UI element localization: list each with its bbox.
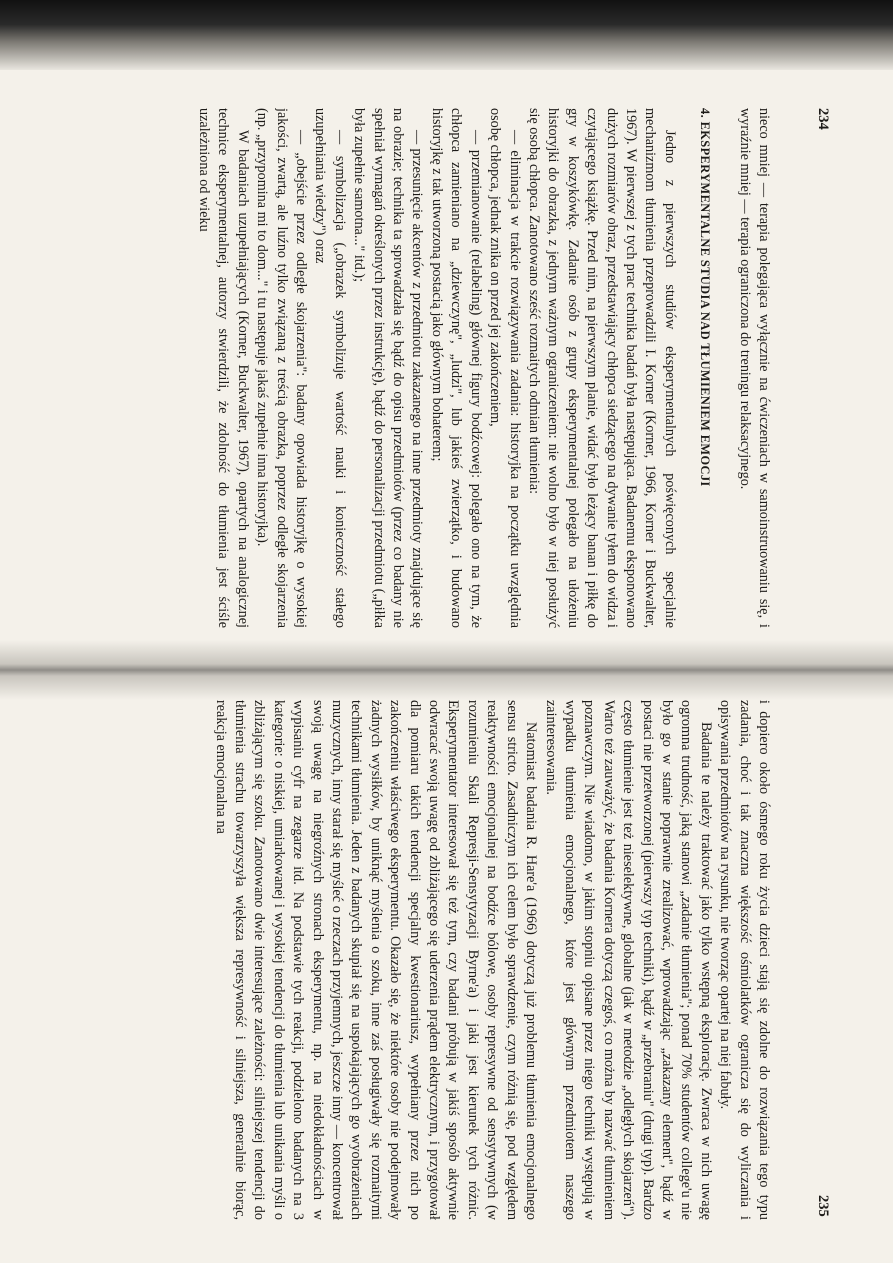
left-intro-paragraph: nieco mniej — terapia polegająca wyłącznie na ćwiczeniach w samoinstruowaniu się, i wyraźnie mniej — terapia ograniczona do treningu relaksacyjnego. xyxy=(736,108,772,628)
left-paragraph: — eliminacja w trakcie rozwiązywania zadania: historyjka na początku uwzględnia osobę chłopca, jednak znika on przed jej zakończeniem, xyxy=(487,108,523,628)
left-page-number: 234 xyxy=(815,108,831,130)
left-paragraph: W badaniach uzupełniających (Korner, Buckwalter, 1967), opartych na analogicznej technice eksperymentalnej, autorzy stwierdzili, że zdolność do tłumienia jest ściśle uzależniona od wieku xyxy=(196,108,251,628)
right-paragraph: i dopiero około ósmego roku życia dzieci stają się zdolne do rozwiązania tego typu zadania, choć i tak znaczna większość ośmiolatków ogranicza się do wyliczania i opisywania przedmiotów na rysunku, nie tworząc opartej na niej fabuły. xyxy=(717,700,772,1220)
left-paragraph: — przemianowanie (relabeling) głównej figury bodźcowej: polegało ono na tym, że chłopca zamieniano na „dziewczynę", „ludzi", lub jakieś zwierzątko, i budowano historyjkę z tak utworzoną postacią jako głównym bohaterem; xyxy=(428,108,484,628)
section-heading: 4. EKSPERYMENTALNE STUDIA NAD TŁUMIENIEM EMOCJI xyxy=(698,108,713,487)
book-fold-shadow xyxy=(0,640,893,700)
right-paragraph: Natomiast badania R. Hare'a (1966) dotyczą już problemu tłumienia emocjonalnego sensu stricto. Zasadniczym ich celem było sprawdzenie, czym różnią się, pod względem reaktywności emocjonalnej na bodźce bólowe, osoby represywne od sensytywnych (w rozumieniu Skali Represji-Sensytyzacji Byrne'a) i jaki jest kierunek tych różnic. Eksperymentator interesował się też tym, czy badani próbują w jakiś sposób aktywnie odwracać swoją uwagę od zbliżającego się uderzenia prądem elektrycznym, i przygotował dla pomiaru takich tendencji specjalny kwestionariusz, wypełniany przez nich po zakończeniu właściwego eksperymentu. Okazało się, że niektóre osoby nie podejmowały żadnych wysiłków, by uniknąć myślenia o szoku, inne zaś posługiwały się rozmaitymi technikami tłumienia. Jeden z badanych skupiał się na uspokajających go wyobrażeniach muzycznych, inny starał się myśleć o rzeczach przyjemnych, jeszcze inny — koncentrował swoją uwagę na niegroźnych stronach eksperymentu, np. na niedokładnościach w wypisaniu cyfr na zegarze itd. Na podstawie tych reakcji, podzielono badanych na 3 kategorie: o niskiej, umiarkowanej i wysokiej tendencji do tłumienia lub unikania myśli o zbliżającym się szoku. Zanotowano dwie interesujące zależności: silniejszej tendencji do tłumienia strachu towarzyszyła większa represywność i silniejsza, generalnie biorąc, reakcja emocjonalna na xyxy=(212,700,540,1220)
left-paragraph: — symbolizacja („obrazek symbolizuje wartość nauki i konieczność stałego uzupełniania wiedzy") oraz xyxy=(312,108,348,628)
left-paragraph: — „obejście przez odległe skojarzenia": badany opowiada historyjkę o wysokiej jakości, zwartą, ale luźno tylko związaną z treścią obrazka, poprzez odległe skojarzenia (np. „przypomina mi to dom..." i tu następuje jakaś zupełnie inna historyjka). xyxy=(254,108,310,628)
right-paragraph: Badania te należy traktować jako tylko wstępną eksplorację. Zwraca w nich uwagę ogromna trudność, jaką stanowi „zadanie tłumienia"; ponad 70% studentów college'u nie było go w stanie poprawnie zrealizować, wprowadzając „zakazany element", bądź w postaci nie przetworzonej (pierwszy typ techniki), bądź w „przebraniu" (drugi typ). Bardzo często tłumienie jest też nieselektywne, globalne (jak w metodzie „odległych skojarzeń"). Warto też zauważyć, że badania Kornera dotyczą czegoś, co można by nazwać tłumieniem poznawczym. Nie wiadomo, w jakim stopniu opisane przez niego techniki występują w wypadku tłumienia emocjonalnego, które jest głównym przedmiotem naszego zainteresowania. xyxy=(542,700,714,1220)
right-page-number: 235 xyxy=(815,1195,831,1217)
left-page-text xyxy=(53,108,773,628)
left-paragraph: — przesunięcie akcentów z przedmiotu zakazanego na inne przedmioty znajdujące się na obrazie; technika ta sprowadzała się bądź do opisu przedmiotów (przez co badany nie spełniał wymagań określonych przez instrukcję), bądź do personalizacji przedmiotu („piłka była zupełnie samotna..." itd.); xyxy=(351,108,426,628)
left-paragraph: Jedno z pierwszych studiów eksperymentalnych poświęconych specjalnie mechanizmom tłumienia przeprowadzili I. Korner (Korner, 1966, Korner i Buckwalter, 1967). W pierwszej z tych prac technika badań była następująca. Badanemu eksponowano dużych rozmiarów obraz, przedstawiający chłopca siedzącego na dywanie tyłem do widza i czytającego książkę. Przed nim, na pierwszym planie, widać było leżący banan i piłkę do gry w koszykówkę. Zadanie osób z grupy eksperymentalnej polegało na ułożeniu historyjki do obrazka, z jednym ważnym ograniczeniem: nie wolno było w niej posłużyć się osobą chłopca. Zanotowano sześć rozmaitych odmian tłumienia: xyxy=(525,108,678,628)
right-page-text xyxy=(53,700,773,1220)
